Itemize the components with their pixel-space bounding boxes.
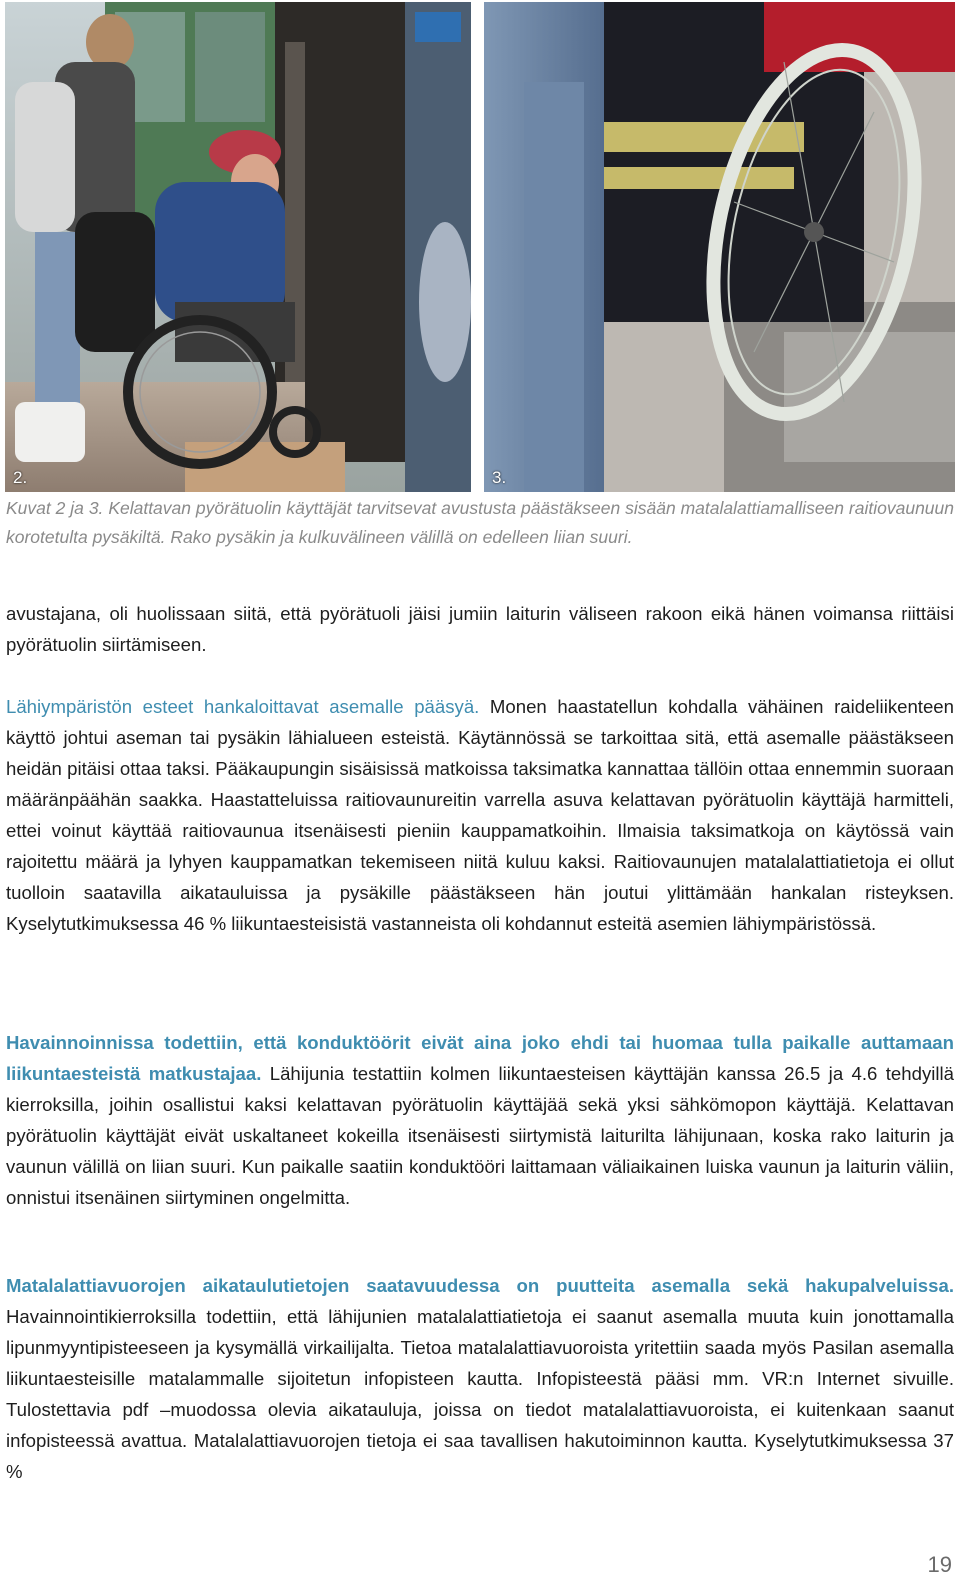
body-paragraph bbox=[6, 598, 954, 660]
wheelchair-wheel-closeup-photo bbox=[484, 2, 955, 492]
paragraph-text: Monen haastatellun kohdalla vähäinen raideliikenteen käyttö johtui aseman tai pysäkin lähialueen esteistä. Käytännössä se tarkoittaa sitä, että asemalle päästäkseen heidän pitäisi ottaa taksi. Pääkaupungin sisäisissä matkoissa taksimatka kannattaa tällöin ottaa ennemmin suoraan määränpäähän saakka. Haastatteluissa raitiovaunureitin varrella asuva kelattavan pyörätuolin käyttäjä harmitteli, ettei voinut käyttää raitiovaunua itsenäisesti pieniin kauppamatkoihin. Ilmaisia taksimatkoja on käytössä vain rajoitettu määrä ja lyhyen kauppamatkan tekemiseen niitä kuluu kaksi. Raitiovaunujen matalalattiatietoja ei ollut tuolloin saatavilla aikatauluissa ja pysäkille päästäkseen hän joutui ylittämään hankalan risteyksen. Kyselytutkimuksessa 46 % liikuntaesteisistä vastanneista oli kohdannut esteitä asemien lähiympäristössä. bbox=[6, 696, 954, 934]
paragraph-lead-heading: Matalalattiavuorojen aikataulutietojen saatavuudessa on puutteita asemalla sekä hakupalveluissa. bbox=[6, 1275, 954, 1296]
photo-number-3: 3. bbox=[492, 468, 507, 487]
paragraph-lead-heading: Havainnoinnissa todettiin, että konduktöörit eivät aina joko ehdi tai huomaa tulla paikalle auttamaan liikuntaesteistä matkustajaa. bbox=[6, 1032, 954, 1084]
photo-number-2: 2. bbox=[13, 468, 28, 487]
paragraph-text: Havainnointikierroksilla todettiin, että lähijunien matalalattiatietoja ei saanut asemalla muuta kuin jonottamalla lipunmyyntipisteeseen ja kysymällä virkailijalta. Tietoa matalalattiavuoroista yritettiin saada myös Pasilan asemalla liikuntaesteisille matalammalle sijoitetun infopisteen kautta. Infopisteestä pääsi mm. VR:n Internet sivuille. Tulostettavia pdf –muodossa olevia aikatauluja, joissa on tiedot matalalattiavuoroista, ei kuitenkaan saanut infopisteessä avattua. Matalalattiavuorojen tietoja ei saa tavallisen hakutoiminnon kautta. Kyselytutkimuksessa 37 % bbox=[6, 1306, 954, 1482]
paragraph-lead-heading: Lähiympäristön esteet hankaloittavat asemalle pääsyä. bbox=[6, 696, 480, 717]
photo-wheel-closeup bbox=[484, 2, 955, 492]
page-number: 19 bbox=[927, 1552, 952, 1577]
paragraph-text: Lähijunia testattiin kolmen liikuntaesteisen käyttäjän kanssa 26.5 ja 4.6 tehdyillä kierroksilla, joihin osallistui kaksi kelattavan pyörätuolin käyttäjää sekä yksi sähkömopon käyttäjä. Kelattavan pyörätuolin käyttäjät eivät uskaltaneet kokeilla itsenäisesti siirtymistä laiturilta lähijunaan, koska rako laiturin ja vaunun välillä on liian suuri. Kun paikalle saatiin konduktööri laittamaan väliaikainen luiska vaunun ja laiturin väliin, onnistui itsenäinen siirtyminen ongelmitta. bbox=[6, 1063, 954, 1208]
figure-caption: Kuvat 2 ja 3. Kelattavan pyörätuolin käyttäjät tarvitsevat avustusta päästäkseen sisään matalalattiamalliseen raitiovaunuun korotetulta pysäkiltä. Rako pysäkin ja kulkuvälineen välillä on edelleen liian suuri. bbox=[6, 498, 954, 547]
paragraph-text: avustajana, oli huolissaan siitä, että pyörätuoli jäisi jumiin laiturin väliseen rakoon eikä hänen voimansa riittäisi pyörätuolin siirtämiseen. bbox=[6, 603, 954, 655]
tram-wheelchair-boarding-photo bbox=[5, 2, 471, 492]
body-paragraph bbox=[6, 691, 954, 939]
photo-tram-boarding bbox=[5, 2, 471, 492]
body-paragraph bbox=[6, 1027, 954, 1213]
body-paragraph bbox=[6, 1270, 954, 1487]
